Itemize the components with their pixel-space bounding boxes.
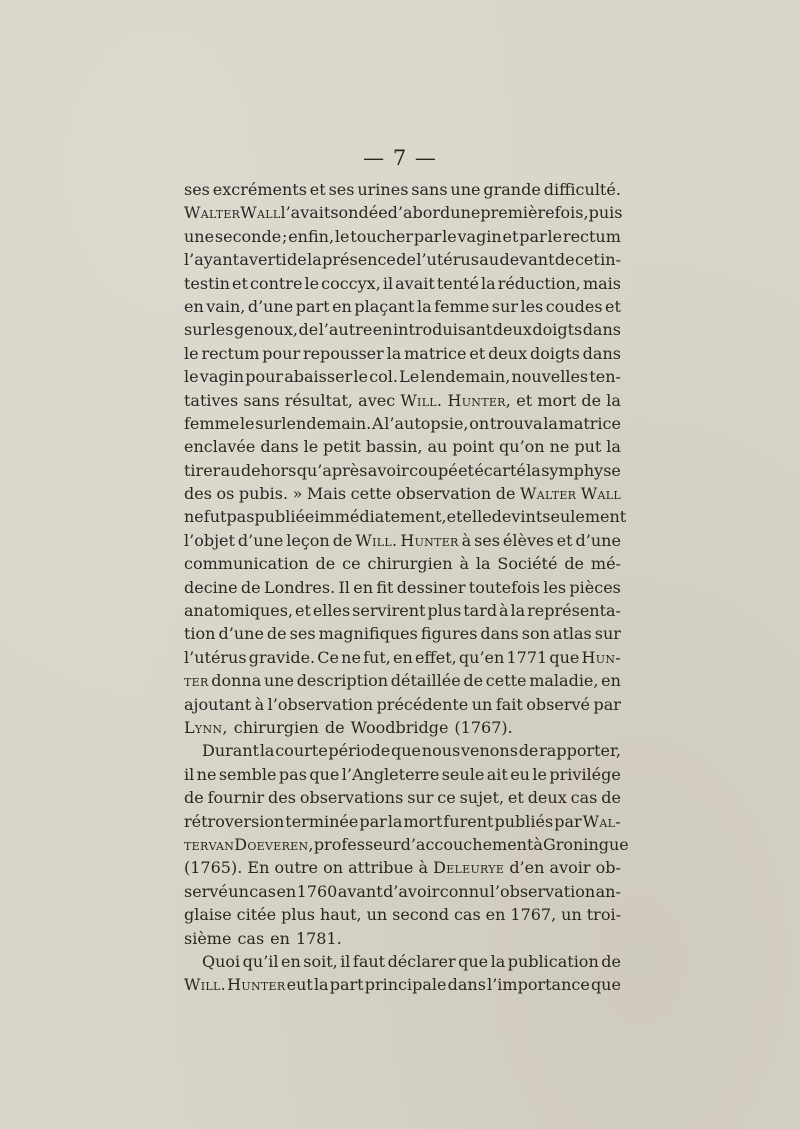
text-line: l’utérus gravide. Ce ne fut, en effet, qu’en 1771 que Hun- xyxy=(184,647,621,667)
text-line: decine de Londres. Il en fit dessiner toutefois les pièces xyxy=(184,577,621,597)
text-line: servé un cas en 1760 avant d’avoir connu l’observation an- xyxy=(184,881,621,901)
text-line: Lynn, chirurgien de Woodbridge (1767). xyxy=(184,717,513,737)
text-line: rétroversion terminée par la mort furent publiés par Wal- xyxy=(184,811,621,831)
text-line: Durant la courte période que nous venons de rapporter, xyxy=(202,741,621,761)
text-line: des os pubis. » Mais cette observation de Walter Wall xyxy=(184,484,621,504)
text-line: tion d’une de ses magnifiques figures dans son atlas sur xyxy=(184,624,621,644)
text-line: Quoi qu’il en soit, il faut déclarer que la publication de xyxy=(202,951,621,971)
text-line: Will. Hunter eut la part principale dans l’importance que xyxy=(184,975,621,995)
text-line: sur les genoux, de l’autre en introduisant deux doigts dans xyxy=(184,320,621,340)
text-line: de fournir des observations sur ce sujet, et deux cas de xyxy=(184,788,621,808)
body-text xyxy=(184,178,629,997)
text-line: Walter Wall l’avait sondée d’abord une première fois, puis xyxy=(184,203,623,223)
text-line: ter van Doeveren, professeur d’accouchement à Groningue xyxy=(184,834,629,854)
text-line: ter donna une description détaillée de cette maladie, en xyxy=(184,671,621,691)
text-line: le vagin pour abaisser le col. Le lendemain, nouvelles ten- xyxy=(184,367,621,387)
text-line: (1765). En outre on attribue à Deleurye d’en avoir ob- xyxy=(184,858,621,878)
text-line: testin et contre le coccyx, il avait tenté la réduction, mais xyxy=(184,273,621,293)
text-line: il ne semble pas que l’Angleterre seule ait eu le privilége xyxy=(184,764,621,784)
text-line: anatomiques, et elles servirent plus tard à la représenta- xyxy=(184,601,621,621)
text-line: ses excréments et ses urines sans une grande difficulté. xyxy=(184,180,621,199)
text-line: glaise citée plus haut, un second cas en 1767, un troi- xyxy=(184,905,621,925)
text-line: sième cas en 1781. xyxy=(184,928,342,948)
page-number: — 7 — xyxy=(363,146,437,170)
text-line: femme le surlendemain. A l’autopsie, on trouva la matrice xyxy=(184,413,621,433)
text-line: le rectum pour repousser la matrice et deux doigts dans xyxy=(184,343,621,363)
text-line: une seconde ; enfin, le toucher par le vagin et par le rectum xyxy=(184,226,621,246)
text-line: ne fut pas publiée immédiatement, et elle devint seulement xyxy=(184,507,627,527)
text-line: ajoutant à l’observation précédente un fait observé par xyxy=(184,694,621,714)
text-line: enclavée dans le petit bassin, au point qu’on ne put la xyxy=(184,437,621,457)
text-line: en vain, d’une part en plaçant la femme sur les coudes et xyxy=(184,296,621,316)
text-line: tatives sans résultat, avec Will. Hunter, et mort de la xyxy=(184,390,621,410)
text-line: communication de ce chirurgien à la Société de mé- xyxy=(184,554,621,574)
text-line: l’objet d’une leçon de Will. Hunter à ses élèves et d’une xyxy=(184,530,621,550)
text-line: tirer au dehors qu’après avoir coupé et écarté la symphyse xyxy=(184,460,621,480)
text-line: l’ayant averti de la présence de l’utérus au devant de cet in- xyxy=(184,250,621,270)
